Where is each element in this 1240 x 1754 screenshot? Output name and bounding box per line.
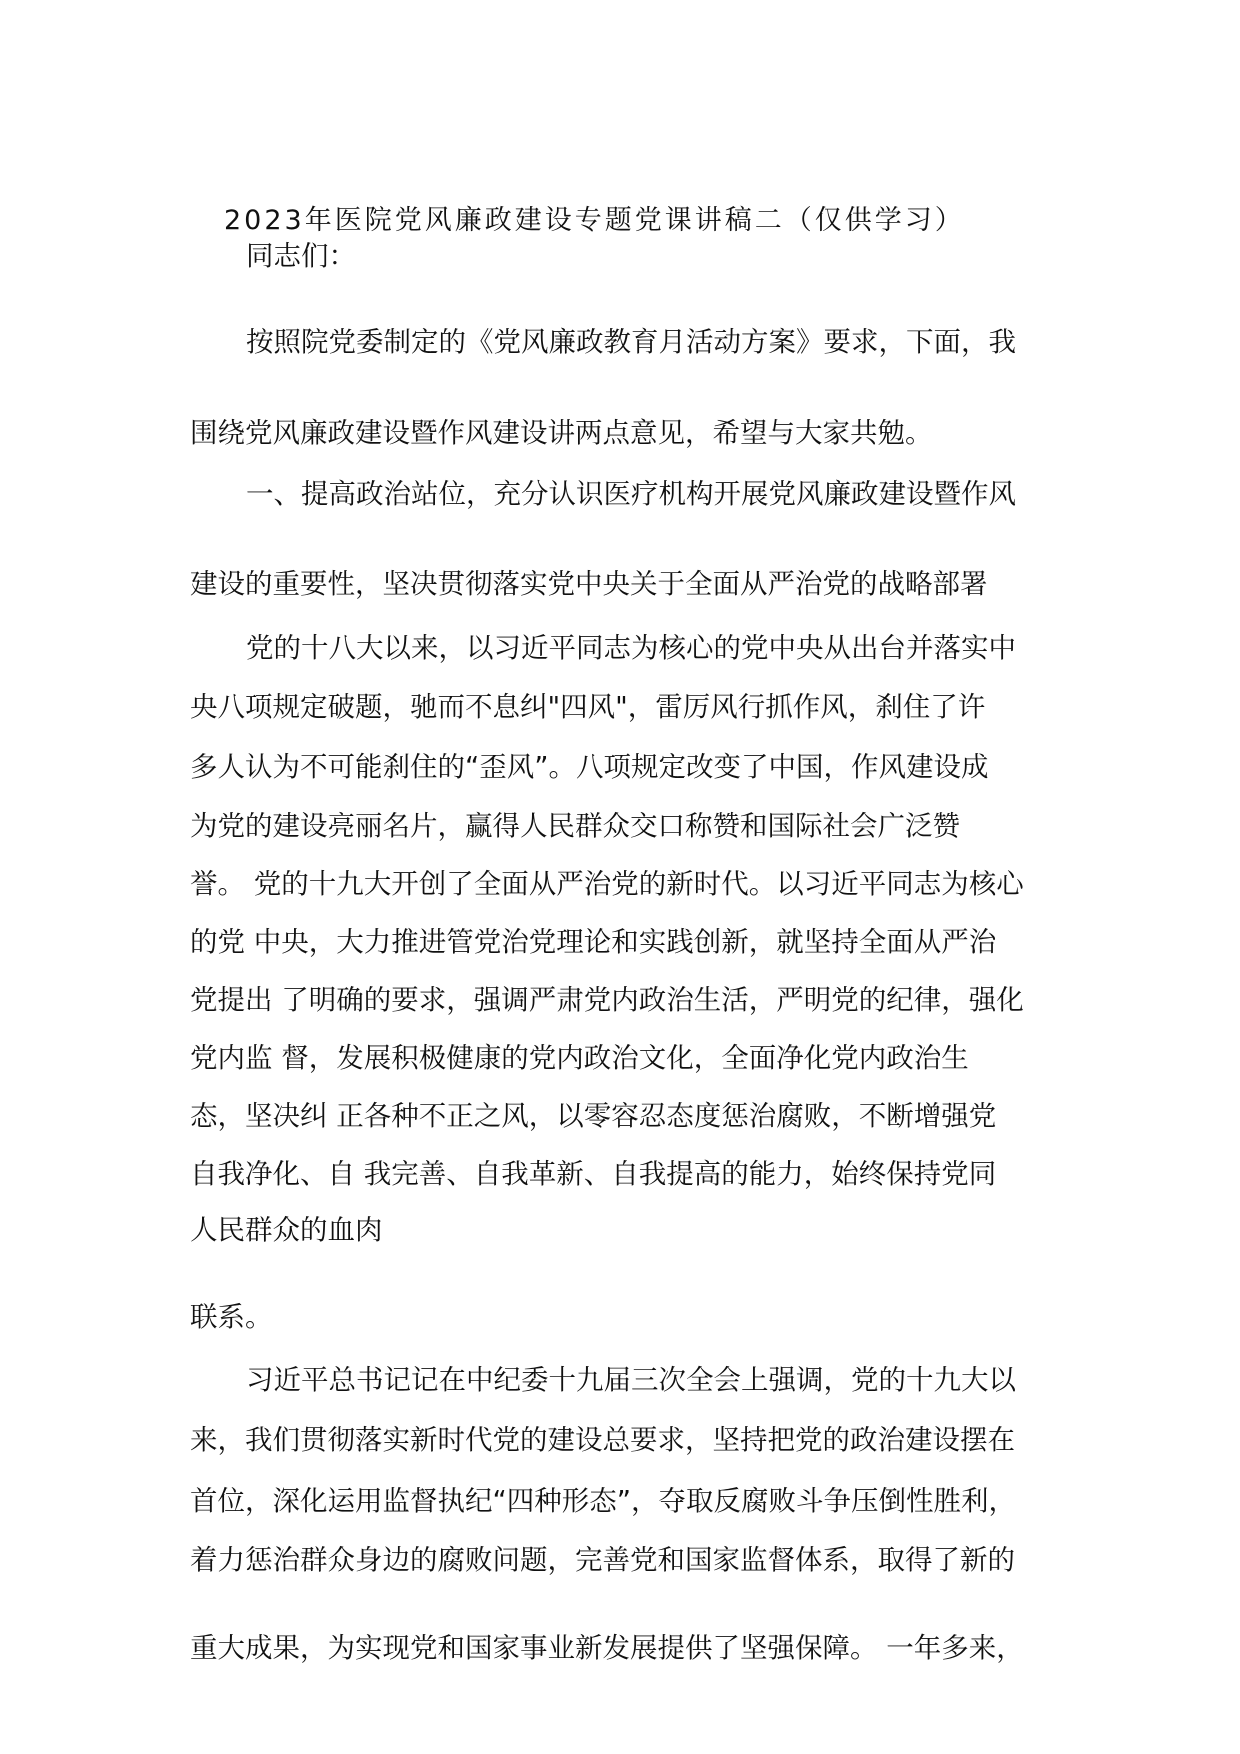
paragraph-line: 态，坚决纠 正各种不正之风，以零容忍态度惩治腐败，不断增强党 — [190, 1100, 997, 1132]
paragraph-line: 着力惩治群众身边的腐败问题，完善党和国家监督体系，取得了新的 — [190, 1544, 1015, 1576]
paragraph-line: 联系。 — [190, 1301, 273, 1333]
paragraph-line: 习近平总书记记在中纪委十九届三次全会上强调，党的十九大以 — [246, 1364, 1016, 1396]
paragraph-line: 党内监 督，发展积极健康的党内政治文化，全面净化党内政治生 — [190, 1042, 969, 1074]
section-heading-line: 一、提高政治站位，充分认识医疗机构开展党风廉政建设暨作风 — [246, 478, 1016, 510]
paragraph-line: 按照院党委制定的《党风廉政教育月活动方案》要求，下面，我 — [246, 326, 1016, 358]
paragraph-line: 党的十八大以来，以习近平同志为核心的党中央从出台并落实中 — [246, 632, 1016, 664]
paragraph-line: 首位，深化运用监督执纪“四种形态”，夺取反腐败斗争压倒性胜利， — [190, 1485, 1016, 1517]
paragraph-line: 为党的建设亮丽名片，赢得人民群众交口称赞和国际社会广泛赞 — [190, 810, 960, 842]
paragraph-line: 央八项规定破题，驰而不息纠"四风"，雷厉风行抓作风，刹住了许 — [190, 691, 986, 723]
paragraph-line: 多人认为不可能刹住的“歪风”。八项规定改变了中国，作风建设成 — [190, 751, 989, 783]
document-title: 2023年医院党风廉政建设专题党课讲稿二（仅供学习） — [224, 205, 965, 236]
paragraph-line: 党提出 了明确的要求，强调严肃党内政治生活，严明党的纪律，强化 — [190, 984, 1024, 1016]
paragraph-line: 自我净化、自 我完善、自我革新、自我提高的能力，始终保持党同 — [190, 1158, 997, 1190]
section-heading-line: 建设的重要性，坚决贯彻落实党中央关于全面从严治党的战略部署 — [190, 568, 988, 600]
paragraph-line: 重大成果，为实现党和国家事业新发展提供了坚强保障。 一年多来， — [190, 1632, 1024, 1664]
greeting-line: 同志们： — [246, 240, 356, 272]
paragraph-line: 来，我们贯彻落实新时代党的建设总要求，坚持把党的政治建设摆在 — [190, 1424, 1015, 1456]
paragraph-line: 誉。 党的十九大开创了全面从严治党的新时代。以习近平同志为核心 — [190, 868, 1024, 900]
paragraph-line: 人民群众的血肉 — [190, 1214, 383, 1246]
paragraph-line: 的党 中央，大力推进管党治党理论和实践创新，就坚持全面从严治 — [190, 926, 997, 958]
paragraph-line: 围绕党风廉政建设暨作风建设讲两点意见，希望与大家共勉。 — [190, 417, 933, 449]
